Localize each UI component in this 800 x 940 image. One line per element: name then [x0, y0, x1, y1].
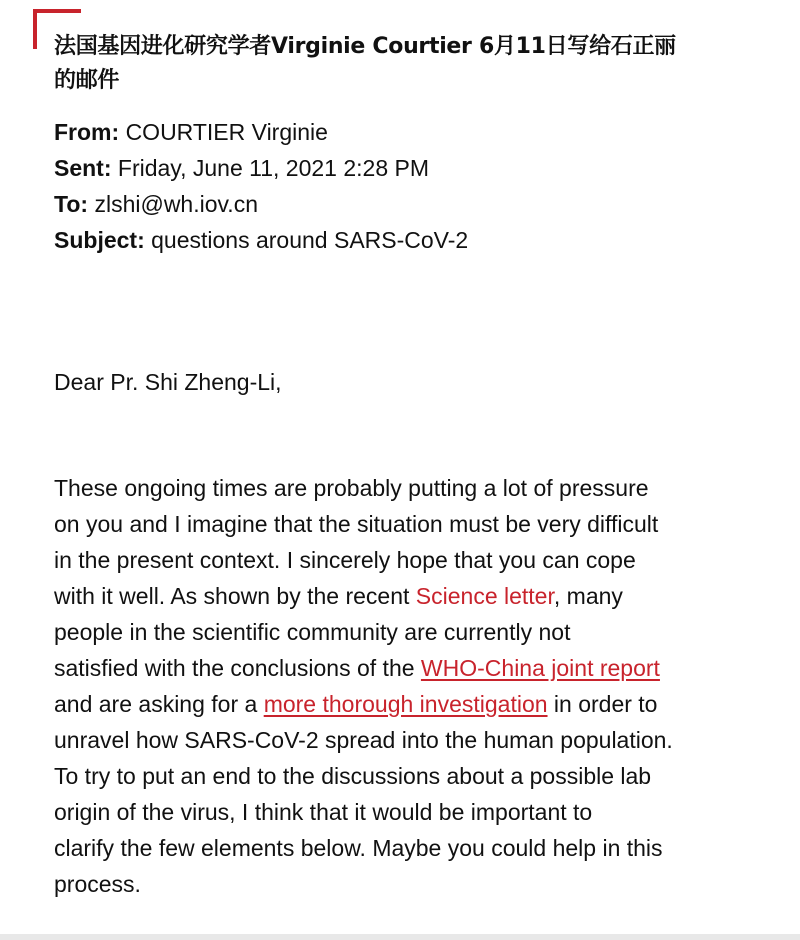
- title-line-1: 法国基因进化研究学者Virginie Courtier 6月11日写给石正丽: [54, 34, 676, 59]
- thorough-investigation-link[interactable]: more thorough investigation: [263, 691, 548, 717]
- page-title: [54, 30, 754, 98]
- body-line: unravel how SARS-CoV-2 spread into the human population.: [54, 727, 673, 753]
- who-china-report-link[interactable]: WHO-China joint report: [420, 655, 660, 681]
- body-line: These ongoing times are probably putting a lot of pressure: [54, 475, 649, 501]
- header-from-value: COURTIER Virginie: [125, 119, 328, 145]
- body-line: on you and I imagine that the situation must be very difficult: [54, 511, 659, 537]
- email-greeting: Dear Pr. Shi Zheng-Li,: [54, 369, 282, 395]
- header-to-label: To:: [54, 191, 89, 217]
- header-sent-value: Friday, June 11, 2021 2:28 PM: [117, 155, 429, 181]
- bottom-divider: [0, 934, 800, 940]
- body-text-segment: , many: [553, 583, 623, 609]
- body-line: people in the scientific community are currently not: [54, 619, 571, 645]
- title-line-2: 的邮件: [54, 68, 120, 93]
- header-from-label: From:: [54, 119, 120, 145]
- science-letter-link[interactable]: Science letter: [415, 583, 554, 609]
- email-body: [54, 470, 754, 902]
- header-sent-label: Sent:: [54, 155, 112, 181]
- header-subject-value: questions around SARS-CoV-2: [151, 227, 469, 253]
- body-text-segment: and are asking for a: [54, 691, 264, 717]
- body-text-segment: with it well. As shown by the recent: [54, 583, 416, 609]
- header-to-value: zlshi@wh.iov.cn: [94, 191, 258, 217]
- header-from: [54, 114, 468, 150]
- body-line: To try to put an end to the discussions about a possible lab: [54, 763, 652, 789]
- body-line: clarify the few elements below. Maybe you could help in this: [54, 835, 663, 861]
- header-subject: [54, 222, 468, 258]
- email-headers: [54, 114, 468, 258]
- body-line: in the present context. I sincerely hope that you can cope: [54, 547, 636, 573]
- body-line: origin of the virus, I think that it would be important to: [54, 799, 593, 825]
- body-text-segment: in order to: [547, 691, 658, 717]
- body-line: [54, 650, 754, 686]
- body-line: [54, 686, 754, 722]
- header-sent: [54, 150, 468, 186]
- body-line: [54, 578, 754, 614]
- header-subject-label: Subject:: [54, 227, 145, 253]
- body-line: process.: [54, 871, 141, 897]
- header-to: [54, 186, 468, 222]
- body-text-segment: satisfied with the conclusions of the: [54, 655, 421, 681]
